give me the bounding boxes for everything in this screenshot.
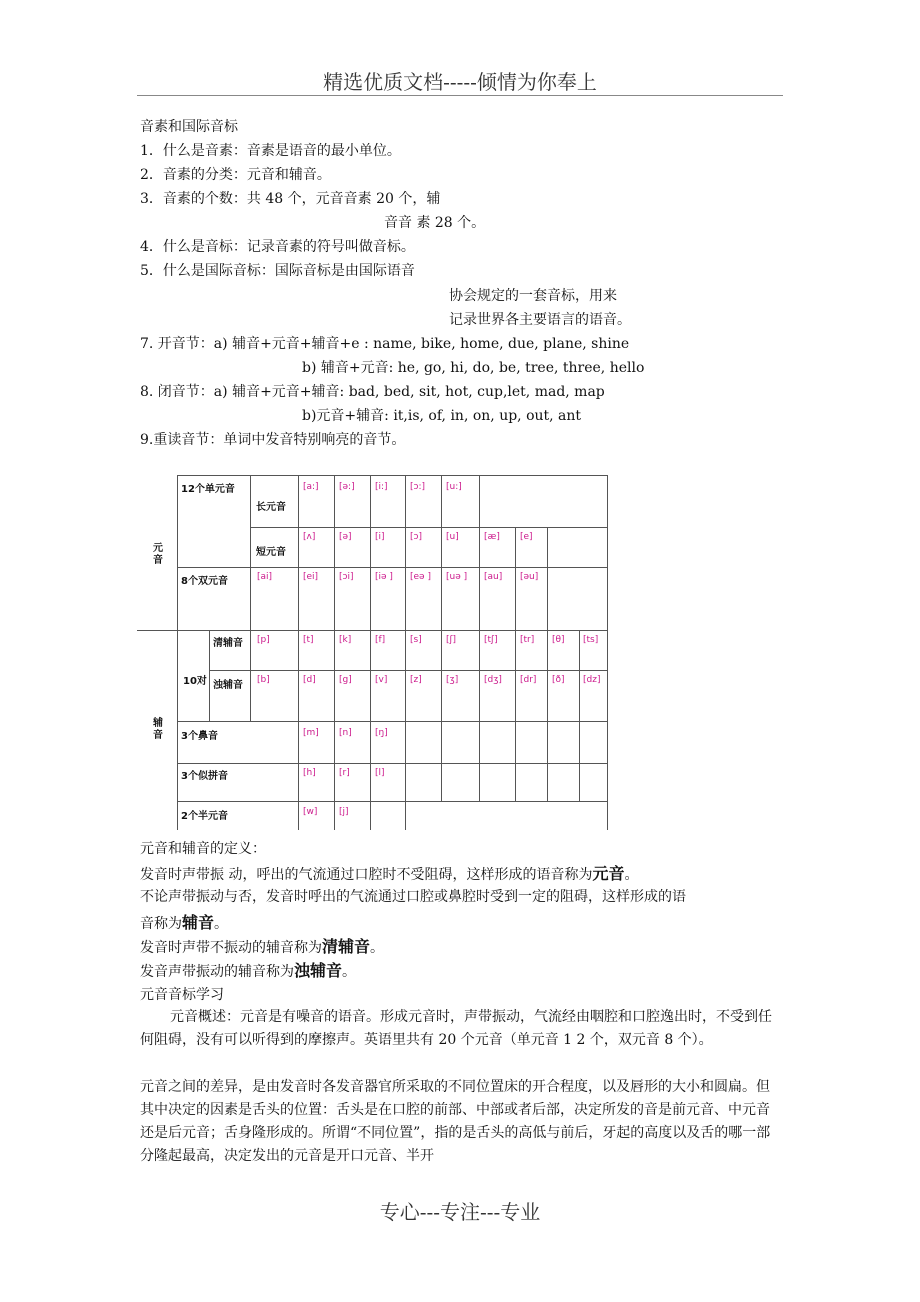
phoneme-cell: [uə ] [446,572,468,582]
consonant-label: 辅音 [153,718,163,741]
text-span: 。 [624,867,639,883]
voiced-definition [140,958,356,981]
vowel-term: 元音 [592,864,625,883]
phoneme-cell: [ð] [552,675,565,685]
phoneme-cell: [ɔ] [410,532,422,542]
phoneme-cell: [j] [339,807,349,817]
text-line: b)元音+辅音: it,is, of, in, on, up, out, ant [302,408,582,424]
phoneme-cell: [ʃ] [446,635,457,645]
text-line: 8. 闭音节：a) 辅音+元音+辅音: bad, bed, sit, hot, cup,let, mad, map [140,384,605,400]
phoneme-cell: [ei] [303,572,319,582]
table-rule [177,721,607,722]
table-rule [607,475,608,830]
study-title: 元音音标学习 [140,987,224,1003]
text-line: 7. 开音节：a) 辅音+元音+辅音+e : name, bike, home, due, plane, shine [140,336,630,352]
phoneme-cell: [ə:] [339,482,355,492]
header-divider [137,95,783,96]
vowel-definition [140,861,638,884]
phoneme-cell: [u] [446,532,459,542]
table-rule [177,801,607,802]
short-vowel-label: 短元音 [256,547,286,558]
phoneme-cell: [tʃ] [484,635,498,645]
text-line: 2．音素的分类：元音和辅音。 [140,167,331,183]
approximant-label: 3个似拼音 [181,771,228,782]
table-rule [479,475,480,801]
phoneme-cell: [u:] [446,482,462,492]
phoneme-cell: [m] [303,728,319,738]
phoneme-cell: [dʒ] [484,675,502,685]
text-line: b) 辅音+元音: he, go, hi, do, be, tree, three, hello [302,360,645,376]
phoneme-cell: [au] [484,572,503,582]
phoneme-cell: [ʌ] [303,532,316,542]
phoneme-cell: [ʒ] [446,675,459,685]
phoneme-cell: [i] [375,532,385,542]
text-line: 音音 素 28 个。 [384,215,486,231]
text-span: 发音时声带振 动，呼出的气流通过口腔时不受阻碍，这样形成的语音称为 [140,867,593,883]
semivowel-label: 2个半元音 [181,811,228,822]
table-rule [547,527,548,801]
text-line: 5．什么是国际音标：国际音标是由国际语音 [140,263,415,279]
phoneme-cell: [eə ] [410,572,431,582]
text-span: 。 [214,916,229,932]
table-rule [209,630,210,721]
table-rule [177,475,178,830]
phoneme-cell: [i:] [375,482,388,492]
phoneme-cell: [f] [375,635,386,645]
table-rule [515,527,516,801]
table-rule [298,475,299,830]
phoneme-cell: [ŋ] [375,728,388,738]
table-rule [579,630,580,801]
page-footer: 专心---专注---专业 [379,1200,541,1224]
text-line: 3．音素的个数：共 48 个，元音音素 20 个，辅 [140,191,441,207]
phoneme-cell: [ts] [583,635,599,645]
phoneme-cell: [z] [410,675,422,685]
phoneme-cell: [k] [339,635,352,645]
phoneme-cell: [ai] [257,572,273,582]
table-rule [441,475,442,801]
table-rule [137,630,607,631]
pairs-label: 10对 [183,676,207,687]
table-rule [250,527,607,528]
consonant-definition-line: 不论声带振动与否，发音时呼出的气流通过口腔或鼻腔时受到一定的阻碍，这样形成的语 [140,889,686,905]
table-rule [250,475,251,567]
phoneme-cell: [iə ] [375,572,393,582]
vowel-label: 元音 [153,543,163,566]
phoneme-cell: [n] [339,728,352,738]
table-rule [250,567,251,721]
page-header: 精选优质文档-----倾情为你奉上 [323,70,597,94]
voiceless-term: 清辅音 [322,937,371,956]
consonant-definition [140,910,228,933]
text-line: 1．什么是音素：音素是语音的最小单位。 [140,143,401,159]
phoneme-cell: [æ] [484,532,500,542]
table-rule [177,475,607,476]
phoneme-cell: [e] [520,532,533,542]
table-rule [177,567,607,568]
text-line: 9.重读音节：单词中发音特别响亮的音节。 [140,432,406,448]
diphthong-label: 8个双元音 [181,576,228,587]
table-rule [334,475,335,830]
study-paragraph-1: 元音概述：元音是有噪音的语音。形成元音时，声带振动，气流经由咽腔和口腔逸出时，不受到任何阻碍，没有可以听得到的摩擦声。英语里共有 20 个元音（单元音 1 2 个，双元音 8 个）。 [140,1009,772,1048]
phoneme-cell: [a:] [303,482,319,492]
voiced-term: 浊辅音 [294,961,343,980]
text-span: 。 [342,964,357,980]
consonant-term: 辅音 [182,913,215,932]
phoneme-cell: [v] [375,675,388,685]
phoneme-cell: [g] [339,675,352,685]
phoneme-cell: [ɔ:] [410,482,425,492]
study-paragraph-2: 元音之间的差异，是由发音时各发音器官所采取的不同位置床的开合程度，以及唇形的大小和圆扁。但其中决定的因素是舌头的位置：舌头是在口腔的前部、中部或者后部，决定所发的音是前元音、中元音还是后元音；舌身隆形成的。所谓“不同位置”，指的是舌头的高低与前后，牙起的高度以及舌的哪一部分隆起最高，决定发出的元音是开口元音、半开 [140,1079,771,1164]
phoneme-cell: [w] [303,807,318,817]
table-rule [370,475,371,830]
phoneme-cell: [r] [339,768,350,778]
voiceless-definition [140,934,384,957]
phoneme-cell: [tr] [520,635,535,645]
phoneme-cell: [p] [257,635,270,645]
phoneme-cell: [ɔi] [339,572,354,582]
phonetic-table [137,475,607,830]
phoneme-cell: [s] [410,635,422,645]
monophthong-label: 12个单元音 [181,484,235,495]
text-span: 音称为 [140,916,182,932]
phoneme-cell: [h] [303,768,316,778]
voiceless-label: 清辅音 [213,638,243,649]
phoneme-cell: [ə] [339,532,352,542]
phoneme-cell: [b] [257,675,270,685]
phoneme-cell: [l] [375,768,385,778]
table-rule [177,763,607,764]
phoneme-cell: [əu] [520,572,539,582]
text-span: 发音时声带不振动的辅音称为 [140,940,322,956]
text-line: 协会规定的一套音标，用来 [449,288,617,304]
text-span: 。 [370,940,385,956]
text-span: 发音声带振动的辅音称为 [140,964,294,980]
nasal-label: 3个鼻音 [181,731,218,742]
section-title: 音素和国际音标 [140,119,238,135]
phoneme-cell: [d] [303,675,316,685]
phoneme-cell: [dr] [520,675,537,685]
text-line: 记录世界各主要语言的语音。 [449,312,631,328]
voiced-label: 浊辅音 [213,680,243,691]
text-line: 4．什么是音标：记录音素的符号叫做音标。 [140,239,415,255]
long-vowel-label: 长元音 [256,502,286,513]
phoneme-cell: [θ] [552,635,565,645]
phoneme-cell: [dz] [583,675,601,685]
table-rule [405,475,406,830]
phoneme-cell: [t] [303,635,314,645]
definitions-title: 元音和辅音的定义： [140,841,266,857]
